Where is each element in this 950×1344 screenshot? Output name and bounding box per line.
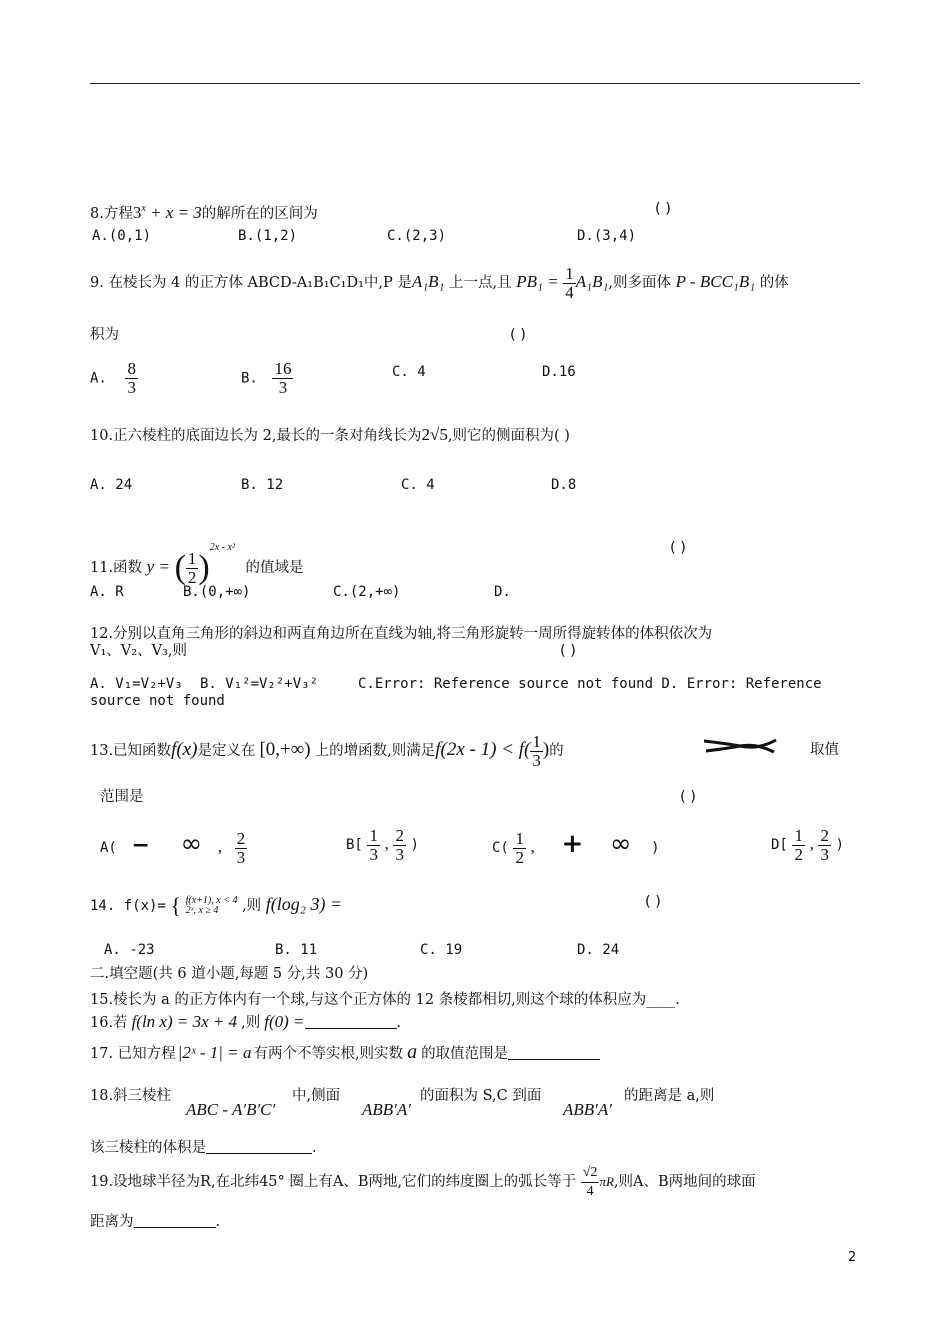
q14-mid: ,则 — [242, 898, 262, 914]
q9-mid2: ,则多面体 — [608, 275, 676, 291]
q13-fraction: $\frac{1}{3}$ — [532, 731, 541, 770]
q17-answer-blank[interactable] — [508, 1045, 600, 1060]
q12-option-cd: C.Error: Reference source not found D. Error: Reference — [358, 676, 822, 692]
q14-paren: ( ) — [645, 894, 661, 910]
q13-paren: ( ) — [680, 789, 696, 805]
q9-stem: 9. 在棱长为 4 的正方体 ABCD-A₁B₁C₁D₁中,P 是 — [90, 275, 412, 291]
q9-solid: P - BCC₁B₁ — [675, 272, 756, 291]
question-14: 14. f(x)= { f(x+1), x < 4 2ˣ, x ≥ 4 ,则 f(log₂ 3) = — [90, 893, 343, 918]
question-9 — [90, 262, 789, 303]
q14-stem: 14. f(x)= — [90, 898, 166, 914]
q8-option-d: D.(3,4) — [577, 228, 637, 244]
q18-tail: 的距离是 a,则 — [624, 1088, 715, 1104]
q18-face1: ABB′A′ — [362, 1100, 411, 1119]
q12-option-a: A. V₁=V₂+V₃ — [90, 676, 183, 692]
q18-prism: ABC - A′B′C′ — [186, 1100, 276, 1119]
q8-tail: 的解所在的区间为 — [201, 206, 318, 222]
question-15: 15.棱长为 a 的正方体内有一个球,与这个正方体的 12 条棱都相切,则这个球的体积应为____. — [90, 992, 680, 1008]
q13-mid2: 上的增函数,则满足 — [314, 743, 436, 759]
q14-piecewise: f(x+1), x < 4 2ˣ, x ≥ 4 — [185, 895, 238, 916]
q13-interval: [0,+∞) — [259, 739, 311, 760]
q18-mid1: 中,侧面 — [292, 1088, 341, 1104]
q13-option-a: A( − ∞ , $\frac{2}{3}$ — [100, 828, 246, 867]
q13-stem: 13.已知函数 — [90, 743, 172, 759]
q8-option-a: A.(0,1) — [92, 228, 152, 244]
question-11: 11.函数 y = ( $\frac{1}{2}$ )$^{2x - x^2}$ 的值域是 — [90, 542, 304, 587]
x-variable-glyph — [700, 738, 780, 754]
q9-fraction: $\frac{1}{4}$ — [565, 263, 574, 302]
question-8 — [90, 199, 318, 224]
q9-lhs: PB₁ = — [516, 272, 559, 291]
q8-base: 3 — [132, 203, 142, 222]
q10-value: 2√5 — [421, 425, 448, 444]
q19-line2: 距离为 . — [90, 1214, 221, 1230]
q10-option-b: B. 12 — [241, 477, 284, 493]
q12-option-b: B. V₁²=V₂²+V₃² — [200, 676, 319, 692]
q13-fx: f(x) — [171, 739, 198, 760]
q16-answer-blank[interactable] — [305, 1014, 397, 1029]
q10-tail: ,则它的侧面积为( ) — [447, 428, 570, 444]
header-rule — [90, 83, 860, 84]
q14-option-d: D. 24 — [577, 942, 620, 958]
q19-answer-blank[interactable] — [134, 1213, 216, 1228]
q11-option-d: D. — [494, 584, 511, 600]
q10-stem: 10.正六棱柱的底面边长为 2,最长的一条对角线长为 — [90, 428, 422, 444]
q8-option-c: C.(2,3) — [387, 228, 447, 244]
q14-option-a: A. -23 — [104, 942, 155, 958]
q14-option-b: B. 11 — [275, 942, 318, 958]
q8-option-b: B.(1,2) — [238, 228, 298, 244]
q11-fraction: $\frac{1}{2}$ — [187, 548, 197, 587]
q10-option-c: C. 4 — [401, 477, 435, 493]
question-10 — [90, 425, 570, 446]
q11-paren: ( ) — [670, 540, 686, 556]
q11-stem: 11.函数 — [90, 560, 143, 576]
q11-option-a: A. R — [90, 584, 124, 600]
q13-option-d: D[ $\frac{1}{2}$ , $\frac{2}{3}$ ) — [771, 825, 844, 864]
q11-option-b: B.(0,+∞) — [183, 584, 251, 600]
q14-option-c: C. 19 — [420, 942, 463, 958]
q12-paren: ( ) — [560, 643, 576, 659]
q11-lhs: y = — [146, 557, 170, 576]
q10-option-d: D.8 — [551, 477, 577, 493]
q9-mid1: 上一点,且 — [444, 275, 517, 291]
q13-line2: 范围是 — [100, 789, 144, 805]
q11-option-c: C.(2,+∞) — [333, 584, 401, 600]
q13-ineq: f(2x - 1) < f( — [435, 739, 531, 760]
q9-paren: ( ) — [510, 327, 526, 343]
q18-stem: 18.斜三棱柱 — [90, 1088, 172, 1104]
q18-line2: 该三棱柱的体积是 . — [90, 1140, 317, 1156]
q11-tail: 的值域是 — [245, 560, 304, 576]
q8-eq-rest: + x = 3 — [145, 203, 202, 222]
q9-option-d: D.16 — [542, 364, 576, 380]
q9-option-b: B. $\frac{16}{3}$ — [241, 359, 292, 397]
question-13: 13.已知函数f(x)是定义在 [0,+∞) 上的增函数,则满足f(2x - 1) < f( $\frac{1}{3}$ )的 — [90, 731, 564, 770]
q13-option-b: B[ $\frac{1}{3}$ , $\frac{2}{3}$ ) — [346, 825, 419, 864]
q14-expr: f(log₂ 3) = — [265, 894, 343, 914]
question-19: 19.设地球半径为R,在北纬45° 圈上有A、B两地,它们的纬度圈上的弧长等于 $\frac{√2}{4}$ πR,则A、B两地间的球面 — [90, 1164, 756, 1199]
q8-exp: x — [141, 203, 146, 214]
q13-tail2: 取值 — [810, 742, 839, 758]
q12-line1: 12.分别以直角三角形的斜边和两直角边所在直线为轴,将三角形旋转一周所得旋转体的体积依次为 — [90, 626, 713, 642]
question-17: 17. 已知方程 |2ˣ - 1| = a 有两个不等实根,则实数 a 的取值范围是 — [90, 1042, 600, 1064]
q12-line2: V₁、V₂、V₃,则 — [90, 643, 187, 659]
q18-face2: ABB′A′ — [563, 1100, 612, 1119]
q11-exponent: 2x - x² — [209, 542, 235, 553]
q9-option-c: C. 4 — [392, 364, 426, 380]
q13-option-c: C( $\frac{1}{2}$ , + ∞ ) — [492, 828, 660, 867]
q13-mid1: 是定义在 — [197, 743, 256, 759]
q12-line4: source not found — [90, 693, 225, 709]
q9-seg1: A₁B₁ — [411, 272, 445, 291]
page-number: 2 — [848, 1250, 857, 1265]
q9-tail: 的体 — [755, 275, 789, 291]
q8-paren: ( ) — [655, 201, 671, 217]
q9-line2: 积为 — [90, 327, 119, 343]
q9-option-a: A. $\frac{8}{3}$ — [90, 359, 136, 397]
q13-tail1: 的 — [549, 743, 564, 759]
q8-stem: 8.方程 — [90, 206, 133, 222]
q18-mid2: 的面积为 S,C 到面 — [420, 1088, 542, 1104]
q10-option-a: A. 24 — [90, 477, 133, 493]
q18-answer-blank[interactable] — [206, 1139, 312, 1154]
section-title: 二.填空题(共 6 道小题,每题 5 分,共 30 分) — [90, 966, 369, 982]
question-16: 16.若 f(ln x) = 3x + 4 ,则 f(0) = . — [90, 1012, 402, 1031]
q9-rhs: A₁B₁ — [575, 272, 609, 291]
